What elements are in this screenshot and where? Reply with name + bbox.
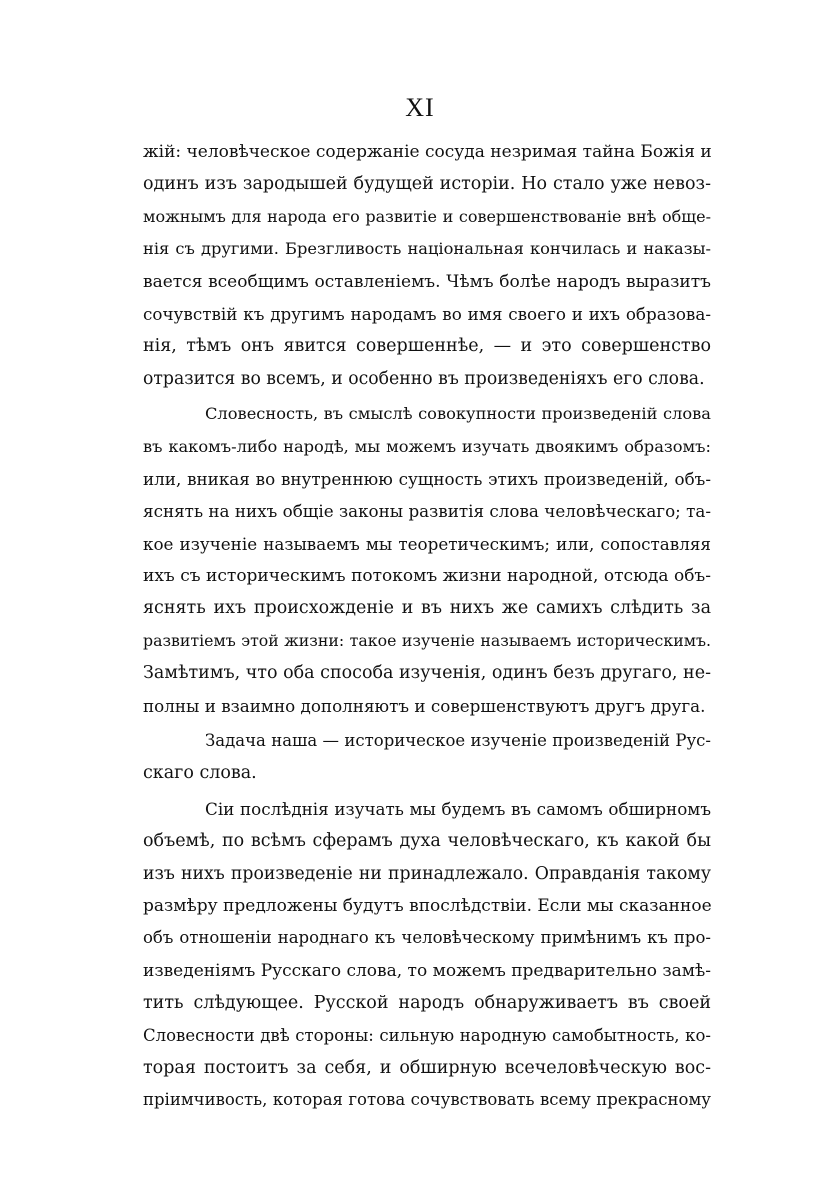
paragraph	[143, 398, 711, 722]
text-line: Сіи послѣднія изучать мы будемъ въ самомъ обширномъ	[205, 798, 711, 819]
paragraph	[143, 793, 711, 1117]
text-line: объ отношеніи народнаго къ человѣческому примѣнимъ къ про-	[143, 928, 711, 948]
text-line: вается всеобщимъ оставленіемъ. Чѣмъ болѣе народъ выразитъ	[143, 271, 711, 292]
text-line: Словесность, въ смыслѣ совокупности произведеній слова	[205, 404, 711, 424]
paragraph	[143, 725, 711, 790]
text-line: изъ нихъ произведеніе ни принадлежало. Оправданія такому	[143, 863, 711, 884]
text-line: жій: человѣческое содержаніе сосуда незримая тайна Божія и	[143, 142, 712, 162]
text-line: торая постоитъ за себя, и обширную всечеловѣческую вос-	[143, 1057, 711, 1078]
text-line: Задача наша — историческое изученіе произведеній Рус-	[205, 731, 711, 751]
text-line: сочувствій къ другимъ народамъ во имя своего и ихъ образова-	[143, 303, 711, 324]
text-line: нія съ другими. Брезгливость національная кончилась и наказы-	[143, 239, 711, 259]
text-line: или, вникая во внутреннюю сущность этихъ произведеній, объ-	[143, 468, 711, 489]
text-line: одинъ изъ зародышей будущей исторіи. Но стало уже невоз-	[143, 174, 711, 195]
text-line: развитіемъ этой жизни: такое изученіе называемъ историческимъ.	[143, 630, 711, 650]
text-line: Замѣтимъ, что оба способа изученія, одинъ безъ другаго, не-	[143, 663, 711, 684]
page-number: XI	[405, 93, 435, 122]
text-line: объемѣ, по всѣмъ сферамъ духа человѣческаго, къ какой бы	[143, 831, 711, 852]
text-line: размѣру предложены будутъ впослѣдствіи. Если мы сказанное	[143, 895, 712, 916]
body-text	[143, 136, 711, 1117]
text-line: ихъ съ историческимъ потокомъ жизни народной, отсюда объ-	[143, 566, 711, 587]
text-line: скаго слова.	[143, 763, 257, 784]
text-line: изведеніямъ Русскаго слова, то можемъ предварительно замѣ-	[143, 960, 711, 981]
text-line: въ какомъ-либо народѣ, мы можемъ изучать двоякимъ образомъ:	[143, 436, 711, 456]
paragraph	[143, 136, 711, 395]
text-line: нія, тѣмъ онъ явится совершеннѣе, — и это совершенство	[143, 336, 711, 357]
text-line: тить слѣдующее. Русской народъ обнаруживаетъ въ своей	[143, 993, 711, 1014]
text-line: можнымъ для народа его развитіе и совершенствованіе внѣ обще-	[143, 206, 711, 226]
text-line: пріимчивость, которая готова сочувствовать всему прекрасному	[143, 1090, 711, 1110]
text-line: яснять ихъ происхожденіе и въ нихъ же самихъ слѣдить за	[143, 598, 711, 619]
text-line: яснять на нихъ общіе законы развитія слова человѣческаго; та-	[143, 501, 712, 522]
text-line: Словесности двѣ стороны: сильную народную самобытность, ко-	[143, 1025, 711, 1045]
text-line: полны и взаимно дополняютъ и совершенствуютъ другъ друга.	[143, 695, 706, 716]
text-line: кое изученіе называемъ мы теоретическимъ; или, сопоставляя	[143, 533, 711, 554]
text-line: отразится во всемъ, и особенно въ произведеніяхъ его слова.	[143, 368, 705, 389]
